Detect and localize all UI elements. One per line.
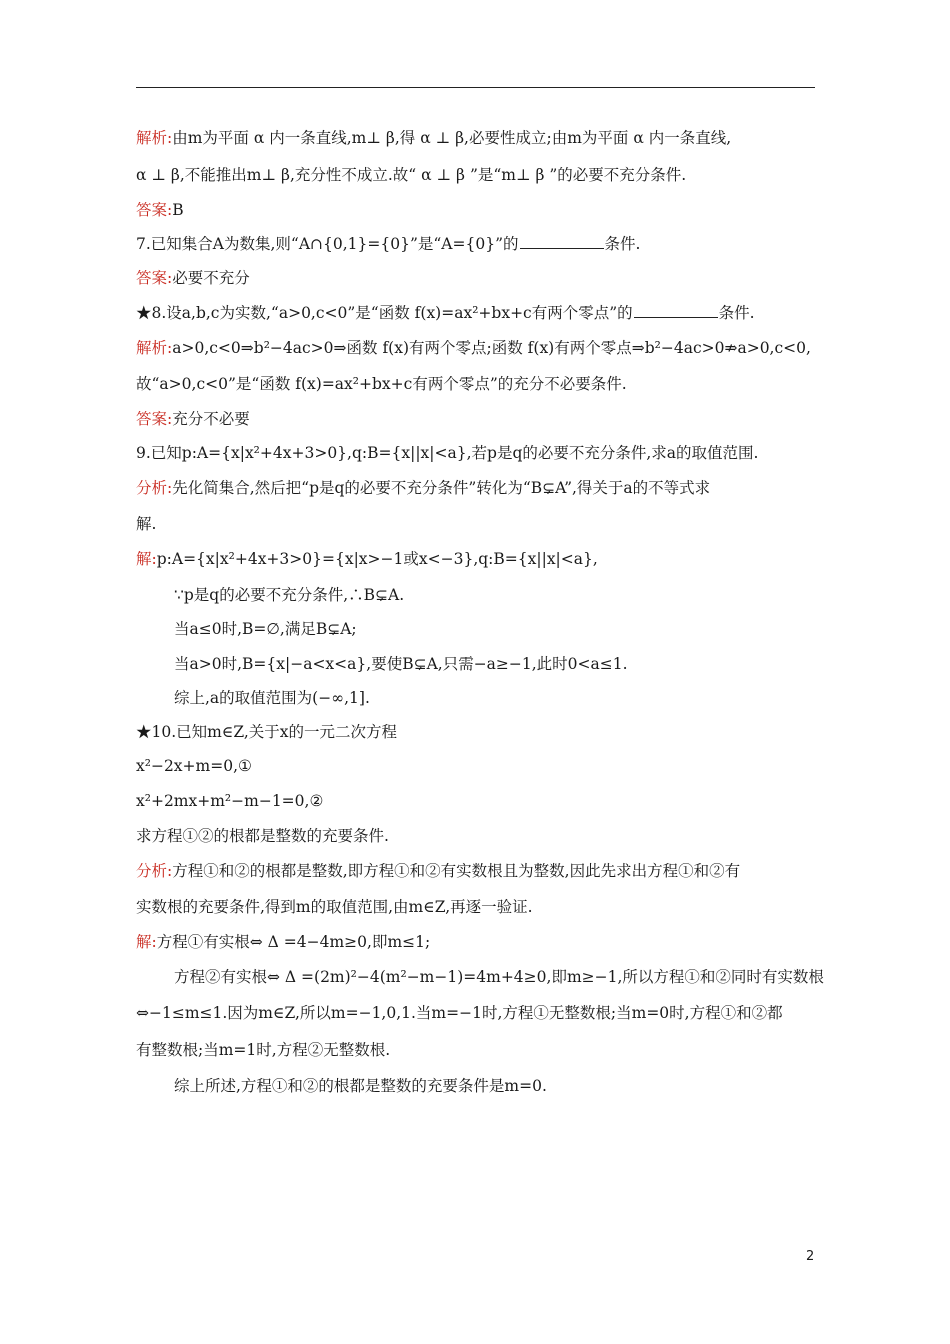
text-line: 求方程①②的根都是整数的充要条件. xyxy=(136,827,389,845)
header-rule xyxy=(136,87,815,88)
text-line: 有整数根;当m=1时,方程②无整数根. xyxy=(136,1041,391,1059)
page-number: 2 xyxy=(806,1249,815,1264)
jie-label: 解: xyxy=(136,550,157,568)
text-line xyxy=(136,861,740,881)
text-line: ⇔−1≤m≤1.因为m∈Z,所以m=−1,0,1.当m=−1时,方程①无整数根;当m=0时,方程①和②都 xyxy=(136,1004,783,1022)
daan-label: 答案: xyxy=(136,410,173,428)
jiexi-label: 解析: xyxy=(136,339,173,357)
fenxi-label: 分析: xyxy=(136,862,173,880)
daan-label: 答案: xyxy=(136,201,173,219)
text-line xyxy=(136,128,731,148)
text-line: 实数根的充要条件,得到m的取值范围,由m∈Z,再逐一验证. xyxy=(136,898,533,916)
answer-blank xyxy=(520,234,604,249)
question-text: ★8.设a,b,c为实数,“a>0,c<0”是“函数 f(x)=ax²+bx+c有两个零点”的 xyxy=(136,304,633,322)
answer-blank xyxy=(634,303,718,318)
line-text: 由m为平面 α 内一条直线,m⊥ β,得 α ⊥ β,必要性成立;由m为平面 α 内一条直线, xyxy=(172,129,732,147)
answer-text: B xyxy=(172,201,184,219)
line-text: 方程①和②的根都是整数,即方程①和②有实数根且为整数,因此先求出方程①和②有 xyxy=(172,862,741,880)
text-line xyxy=(136,268,250,288)
line-text: a>0,c<0⇒b²−4ac>0⇒函数 f(x)有两个零点;函数 f(x)有两个零点⇒b²−4ac>0⇏a>0,c<0, xyxy=(172,339,811,357)
jiexi-label: 解析: xyxy=(136,129,173,147)
answer-text: 充分不必要 xyxy=(172,410,250,428)
text-line xyxy=(136,409,250,429)
text-line xyxy=(136,200,184,220)
text-line xyxy=(136,932,430,952)
text-line: 当a>0时,B={x|−a<x<a},要使B⊊A,只需−a≥−1,此时0<a≤1. xyxy=(174,655,628,673)
equation-2: x²+2mx+m²−m−1=0,② xyxy=(136,792,324,810)
text-line: ∵p是q的必要不充分条件,∴B⊊A. xyxy=(174,586,405,604)
text-line: 当a≤0时,B=∅,满足B⊊A; xyxy=(174,620,357,638)
line-text: 方程①有实根⇔ Δ =4−4m≥0,即m≤1; xyxy=(156,933,431,951)
fenxi-label: 分析: xyxy=(136,479,173,497)
line-text: 先化简集合,然后把“p是q的必要不充分条件”转化为“B⊊A”,得关于a的不等式求 xyxy=(172,479,711,497)
text-line xyxy=(136,549,598,569)
text-line: 故“a>0,c<0”是“函数 f(x)=ax²+bx+c有两个零点”的充分不必要条件. xyxy=(136,375,627,393)
text-line: 综上,a的取值范围为(−∞,1]. xyxy=(174,689,370,707)
daan-label: 答案: xyxy=(136,269,173,287)
line-text: p:A={x|x²+4x+3>0}={x|x>−1或x<−3},q:B={x||x|<a}, xyxy=(156,550,598,568)
question-text-end: 条件. xyxy=(718,304,755,322)
question-text-end: 条件. xyxy=(604,235,641,253)
answer-text: 必要不充分 xyxy=(172,269,250,287)
jie-label: 解: xyxy=(136,933,157,951)
text-line: 方程②有实根⇔ Δ =(2m)²−4(m²−m−1)=4m+4≥0,即m≥−1,所以方程①和②同时有实数根 xyxy=(174,968,824,986)
text-line: α ⊥ β,不能推出m⊥ β,充分性不成立.故“ α ⊥ β ”是“m⊥ β ”的必要不充分条件. xyxy=(136,166,687,184)
text-line xyxy=(136,338,811,358)
question-text: 7.已知集合A为数集,则“A∩{0,1}={0}”是“A={0}”的 xyxy=(136,235,519,253)
text-line xyxy=(136,478,710,498)
question-8 xyxy=(136,303,755,323)
question-7 xyxy=(136,234,640,254)
text-line: 解. xyxy=(136,515,157,533)
text-line: 综上所述,方程①和②的根都是整数的充要条件是m=0. xyxy=(174,1077,547,1095)
equation-1: x²−2x+m=0,① xyxy=(136,757,252,775)
question-10: ★10.已知m∈Z,关于x的一元二次方程 xyxy=(136,723,397,741)
question-9: 9.已知p:A={x|x²+4x+3>0},q:B={x||x|<a},若p是q的必要不充分条件,求a的取值范围. xyxy=(136,444,759,462)
